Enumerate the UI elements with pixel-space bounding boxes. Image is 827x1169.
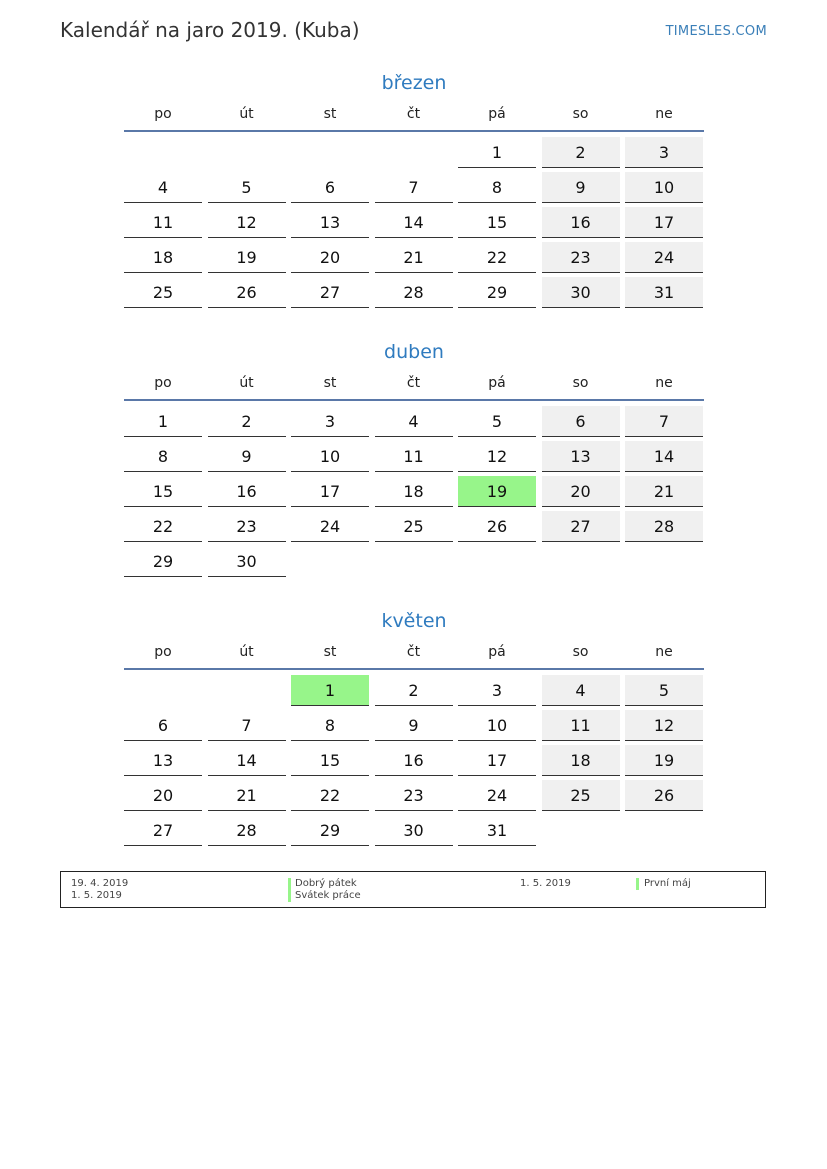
brand-link[interactable]: TIMESLES.COM [665, 24, 767, 39]
weekend-day-cell[interactable]: 24 [625, 242, 703, 273]
weekend-day-cell[interactable]: 4 [542, 675, 620, 706]
day-cell[interactable]: 10 [458, 710, 536, 741]
day-cell[interactable]: 9 [375, 710, 453, 741]
day-cell[interactable]: 26 [208, 277, 286, 308]
day-cell[interactable]: 14 [375, 207, 453, 238]
weekday-label: po [154, 644, 172, 660]
weekend-day-cell[interactable]: 9 [542, 172, 620, 203]
day-cell[interactable]: 7 [208, 710, 286, 741]
weekend-day-cell[interactable]: 18 [542, 745, 620, 776]
weekend-day-cell[interactable]: 26 [625, 780, 703, 811]
day-cell[interactable]: 1 [458, 137, 536, 168]
weekend-day-cell[interactable]: 10 [625, 172, 703, 203]
day-cell[interactable]: 17 [458, 745, 536, 776]
weekend-day-cell[interactable]: 2 [542, 137, 620, 168]
legend-date: 1. 5. 2019 [520, 878, 571, 889]
day-cell[interactable]: 22 [291, 780, 369, 811]
weekend-day-cell[interactable]: 28 [625, 511, 703, 542]
weekend-day-cell[interactable]: 14 [625, 441, 703, 472]
day-cell[interactable]: 6 [124, 710, 202, 741]
day-cell[interactable]: 14 [208, 745, 286, 776]
weekday-label: pá [488, 644, 506, 660]
weekday-label: so [572, 644, 589, 660]
day-cell[interactable]: 3 [291, 406, 369, 437]
weekday-label: st [323, 644, 337, 660]
weekday-label: čt [406, 644, 421, 660]
weekday-label: út [239, 106, 254, 122]
month-block [124, 339, 704, 577]
holiday-day-cell[interactable]: 1 [291, 675, 369, 706]
day-cell[interactable]: 30 [208, 546, 286, 577]
day-cell[interactable]: 12 [208, 207, 286, 238]
day-cell[interactable]: 28 [375, 277, 453, 308]
day-cell[interactable]: 4 [124, 172, 202, 203]
day-cell[interactable]: 6 [291, 172, 369, 203]
day-cell[interactable]: 29 [458, 277, 536, 308]
day-grid [124, 137, 704, 308]
empty-day-cell [291, 546, 369, 577]
day-cell[interactable]: 3 [458, 675, 536, 706]
holiday-day-cell[interactable]: 19 [458, 476, 536, 507]
weekend-day-cell[interactable]: 17 [625, 207, 703, 238]
day-cell[interactable]: 29 [291, 815, 369, 846]
empty-day-cell [625, 546, 703, 577]
day-cell[interactable]: 16 [375, 745, 453, 776]
empty-day-cell [542, 546, 620, 577]
day-cell[interactable]: 21 [208, 780, 286, 811]
day-cell[interactable]: 22 [458, 242, 536, 273]
day-cell[interactable]: 18 [375, 476, 453, 507]
weekday-label: po [154, 375, 172, 391]
day-cell[interactable]: 5 [208, 172, 286, 203]
holiday-color-marker [288, 878, 291, 890]
day-cell[interactable]: 13 [124, 745, 202, 776]
day-cell[interactable]: 18 [124, 242, 202, 273]
weekend-day-cell[interactable]: 13 [542, 441, 620, 472]
empty-day-cell [542, 815, 620, 846]
day-cell[interactable]: 27 [124, 815, 202, 846]
weekday-label: po [154, 106, 172, 122]
day-cell[interactable]: 29 [124, 546, 202, 577]
weekday-label: pá [488, 106, 506, 122]
weekend-day-cell[interactable]: 12 [625, 710, 703, 741]
day-cell[interactable]: 15 [458, 207, 536, 238]
day-cell[interactable]: 15 [124, 476, 202, 507]
weekday-label: st [323, 375, 337, 391]
weekend-day-cell[interactable]: 21 [625, 476, 703, 507]
empty-day-cell [208, 137, 286, 168]
day-grid [124, 406, 704, 577]
weekend-day-cell[interactable]: 19 [625, 745, 703, 776]
day-cell[interactable]: 1 [124, 406, 202, 437]
holiday-color-marker [288, 890, 291, 902]
weekday-label: pá [488, 375, 506, 391]
legend-holiday-name: První máj [644, 878, 691, 889]
weekday-header [124, 104, 704, 132]
day-cell[interactable]: 28 [208, 815, 286, 846]
weekend-day-cell[interactable]: 11 [542, 710, 620, 741]
day-cell[interactable]: 9 [208, 441, 286, 472]
weekend-day-cell[interactable]: 27 [542, 511, 620, 542]
legend-date: 19. 4. 2019 [71, 878, 129, 889]
empty-day-cell [375, 546, 453, 577]
day-cell[interactable]: 19 [208, 242, 286, 273]
day-cell[interactable]: 15 [291, 745, 369, 776]
month-block [124, 608, 704, 846]
day-cell[interactable]: 12 [458, 441, 536, 472]
month-name: květen [381, 610, 447, 632]
day-cell[interactable]: 7 [375, 172, 453, 203]
day-grid [124, 675, 704, 846]
weekday-label: út [239, 375, 254, 391]
empty-day-cell [291, 137, 369, 168]
day-cell[interactable]: 11 [124, 207, 202, 238]
day-cell[interactable]: 26 [458, 511, 536, 542]
weekday-header [124, 642, 704, 670]
day-cell[interactable]: 21 [375, 242, 453, 273]
weekend-day-cell[interactable]: 5 [625, 675, 703, 706]
day-cell[interactable]: 4 [375, 406, 453, 437]
day-cell[interactable]: 13 [291, 207, 369, 238]
holiday-color-marker [636, 878, 639, 890]
weekday-label: čt [406, 106, 421, 122]
weekend-day-cell[interactable]: 31 [625, 277, 703, 308]
empty-day-cell [124, 137, 202, 168]
legend-date: 1. 5. 2019 [71, 890, 122, 901]
weekend-day-cell[interactable]: 20 [542, 476, 620, 507]
day-cell[interactable]: 22 [124, 511, 202, 542]
day-cell[interactable]: 10 [291, 441, 369, 472]
day-cell[interactable]: 30 [375, 815, 453, 846]
empty-day-cell [208, 675, 286, 706]
weekend-day-cell[interactable]: 16 [542, 207, 620, 238]
weekend-day-cell[interactable]: 25 [542, 780, 620, 811]
day-cell[interactable]: 8 [458, 172, 536, 203]
weekend-day-cell[interactable]: 6 [542, 406, 620, 437]
weekday-label: út [239, 644, 254, 660]
day-cell[interactable]: 20 [124, 780, 202, 811]
holiday-legend [60, 871, 766, 908]
empty-day-cell [458, 546, 536, 577]
day-cell[interactable]: 8 [291, 710, 369, 741]
day-cell[interactable]: 23 [208, 511, 286, 542]
day-cell[interactable]: 17 [291, 476, 369, 507]
day-cell[interactable]: 16 [208, 476, 286, 507]
empty-day-cell [375, 137, 453, 168]
day-cell[interactable]: 25 [375, 511, 453, 542]
weekday-label: ne [655, 106, 673, 122]
weekend-day-cell[interactable]: 30 [542, 277, 620, 308]
weekday-label: st [323, 106, 337, 122]
day-cell[interactable]: 8 [124, 441, 202, 472]
empty-day-cell [625, 815, 703, 846]
month-name: duben [384, 341, 444, 363]
weekend-day-cell[interactable]: 3 [625, 137, 703, 168]
weekday-label: so [572, 375, 589, 391]
day-cell[interactable]: 11 [375, 441, 453, 472]
day-cell[interactable]: 2 [208, 406, 286, 437]
month-block [124, 70, 704, 308]
weekday-label: so [572, 106, 589, 122]
empty-day-cell [124, 675, 202, 706]
weekday-label: ne [655, 375, 673, 391]
legend-holiday-name: Svátek práce [295, 890, 361, 901]
day-cell[interactable]: 23 [375, 780, 453, 811]
legend-holiday-name: Dobrý pátek [295, 878, 357, 889]
weekend-day-cell[interactable]: 7 [625, 406, 703, 437]
day-cell[interactable]: 25 [124, 277, 202, 308]
day-cell[interactable]: 2 [375, 675, 453, 706]
weekend-day-cell[interactable]: 23 [542, 242, 620, 273]
day-cell[interactable]: 20 [291, 242, 369, 273]
day-cell[interactable]: 27 [291, 277, 369, 308]
weekday-header [124, 373, 704, 401]
day-cell[interactable]: 24 [458, 780, 536, 811]
weekday-label: čt [406, 375, 421, 391]
day-cell[interactable]: 31 [458, 815, 536, 846]
month-name: březen [381, 72, 447, 94]
day-cell[interactable]: 24 [291, 511, 369, 542]
page-title: Kalendář na jaro 2019. (Kuba) [60, 18, 360, 42]
weekday-label: ne [655, 644, 673, 660]
day-cell[interactable]: 5 [458, 406, 536, 437]
